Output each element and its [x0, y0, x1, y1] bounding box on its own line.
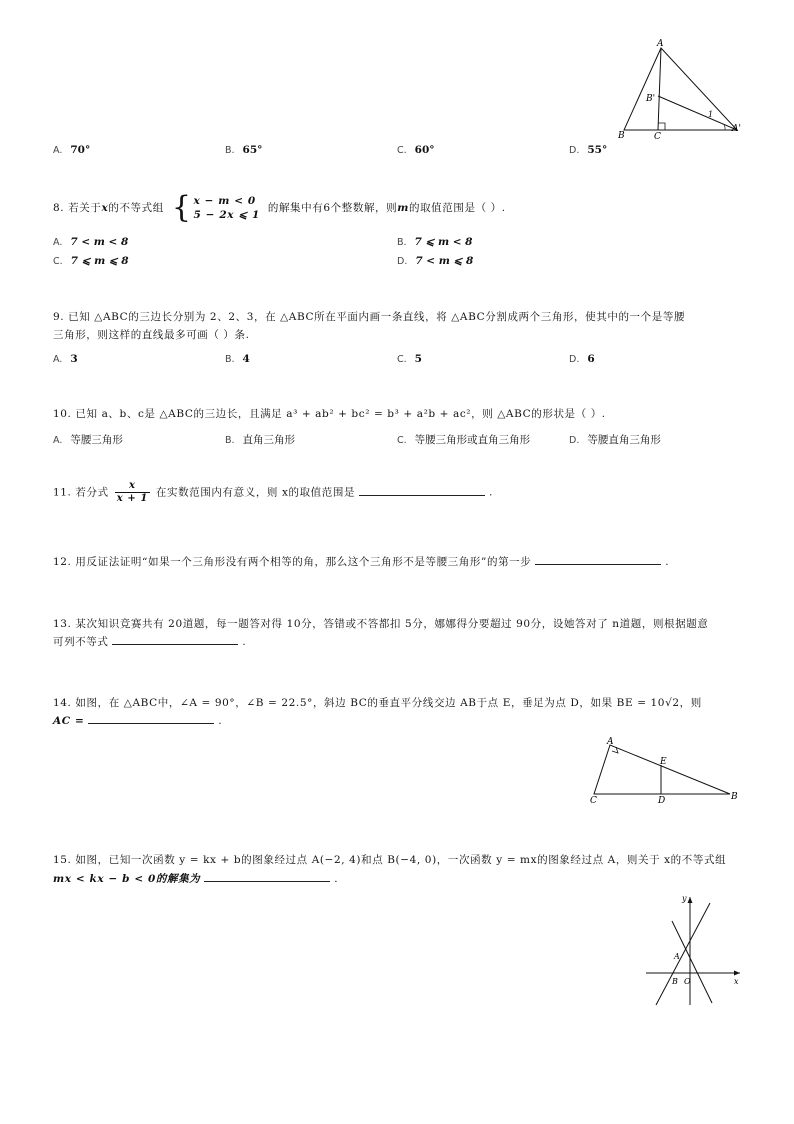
q7-option-c[interactable]: C. 60°	[397, 144, 435, 156]
q15-label-A: A	[674, 952, 680, 961]
q9-option-a[interactable]: A. 3	[53, 353, 78, 365]
q7-label-A: A	[657, 39, 664, 49]
q15-label-x: x	[734, 977, 739, 986]
q13-stem-line2: 可列不等式 .	[53, 636, 247, 648]
q8-option-d[interactable]: D. 7 < m ⩽ 8	[397, 255, 474, 267]
q10-option-b[interactable]: B. 直角三角形	[225, 434, 296, 446]
q13-answer-blank[interactable]	[112, 634, 238, 645]
q9-stem-line2: 三角形，则这样的直线最多可画（ ）条.	[53, 329, 250, 341]
q8-inequality-system: { x − m < 0 5 − 2x ⩽ 1	[171, 190, 260, 225]
q14-triangle-figure	[584, 735, 744, 807]
q11-fraction: $\frac{x}{x + 1}$	[116, 480, 148, 504]
q14-label-C: C	[590, 796, 597, 806]
q7-option-b[interactable]: B. 65°	[225, 144, 263, 156]
q15-stem-line1: 15. 如图，已知一次函数 y = kx + b的图象经过点 A(−2, 4)和点 B(−4, 0)，一次函数 y = mx的图象经过点 A，则关于 x的不等式组	[53, 854, 727, 866]
q15-label-y: y	[682, 894, 687, 903]
q14-label-B: B	[731, 792, 738, 802]
q8-option-a[interactable]: A. 7 < m < 8	[53, 236, 129, 248]
q8-stem: 8. 若关于x的不等式组 { x − m < 0 5 − 2x ⩽ 1 的解集中有6个整数解，则m的取值范围是（ ）.	[53, 190, 506, 225]
q9-option-c[interactable]: C. 5	[397, 353, 422, 365]
q15-answer-blank[interactable]	[204, 871, 330, 882]
q15-graph-figure	[642, 893, 744, 1009]
q12-stem: 12. 用反证法证明“如果一个三角形没有两个相等的角，那么这个三角形不是等腰三角形”的第一步 .	[53, 556, 670, 568]
q7-option-a[interactable]: A. 70°	[53, 144, 91, 156]
q11-answer-blank[interactable]	[359, 485, 485, 496]
q7-label-C: C	[654, 132, 661, 142]
q14-stem-line2: AC = .	[53, 715, 223, 727]
q13-stem-line1: 13. 某次知识竞赛共有 20道题，每一题答对得 10分，答错或不答都扣 5分，娜娜得分要超过 90分，设她答对了 n道题，则根据题意	[53, 618, 709, 630]
q8-option-c[interactable]: C. 7 ⩽ m ⩽ 8	[53, 255, 129, 267]
q9-option-b[interactable]: B. 4	[225, 353, 250, 365]
q9-stem-line1: 9. 已知 △ABC的三边长分别为 2、2、3，在 △ABC所在平面内画一条直线，将 △ABC分割成两个三角形，使其中的一个是等腰	[53, 311, 686, 323]
q14-label-E: E	[660, 757, 667, 767]
q14-stem-line1: 14. 如图，在 △ABC中，∠A = 90°，∠B = 22.5°，斜边 BC的垂直平分线交边 AB于点 E，垂足为点 D，如果 BE = 10√2，则	[53, 697, 702, 709]
q14-label-D: D	[658, 796, 666, 806]
q10-option-a[interactable]: A. 等腰三角形	[53, 434, 123, 446]
q15-label-O: O	[684, 977, 691, 986]
q14-label-A: A	[607, 737, 614, 747]
q7-option-d[interactable]: D. 55°	[569, 144, 608, 156]
q7-label-angle1: 1	[708, 110, 714, 119]
q15-stem-line2: mx < kx − b < 0的解集为 .	[53, 873, 339, 885]
q7-label-B: B	[618, 131, 625, 141]
q12-answer-blank[interactable]	[535, 554, 661, 565]
q8-option-b[interactable]: B. 7 ⩽ m < 8	[397, 236, 473, 248]
q7-triangle-figure	[612, 38, 747, 142]
q15-label-B: B	[672, 977, 678, 986]
q10-option-d[interactable]: D. 等腰直角三角形	[569, 434, 661, 446]
q7-label-Aprime: A'	[732, 124, 741, 134]
q10-option-c[interactable]: C. 等腰三角形或直角三角形	[397, 434, 531, 446]
q11-stem: 11. 若分式 $\frac{x}{x + 1}$ 在实数范围内有意义，则 x的取值范围是 .	[53, 480, 493, 504]
q10-stem: 10. 已知 a、b、c是 △ABC的三边长，且满足 a³ + ab² + bc² = b³ + a²b + ac²，则 △ABC的形状是（ ）.	[53, 408, 606, 420]
q14-answer-blank[interactable]	[88, 713, 214, 724]
q9-option-d[interactable]: D. 6	[569, 353, 595, 365]
q7-label-Bprime: B'	[646, 94, 656, 104]
